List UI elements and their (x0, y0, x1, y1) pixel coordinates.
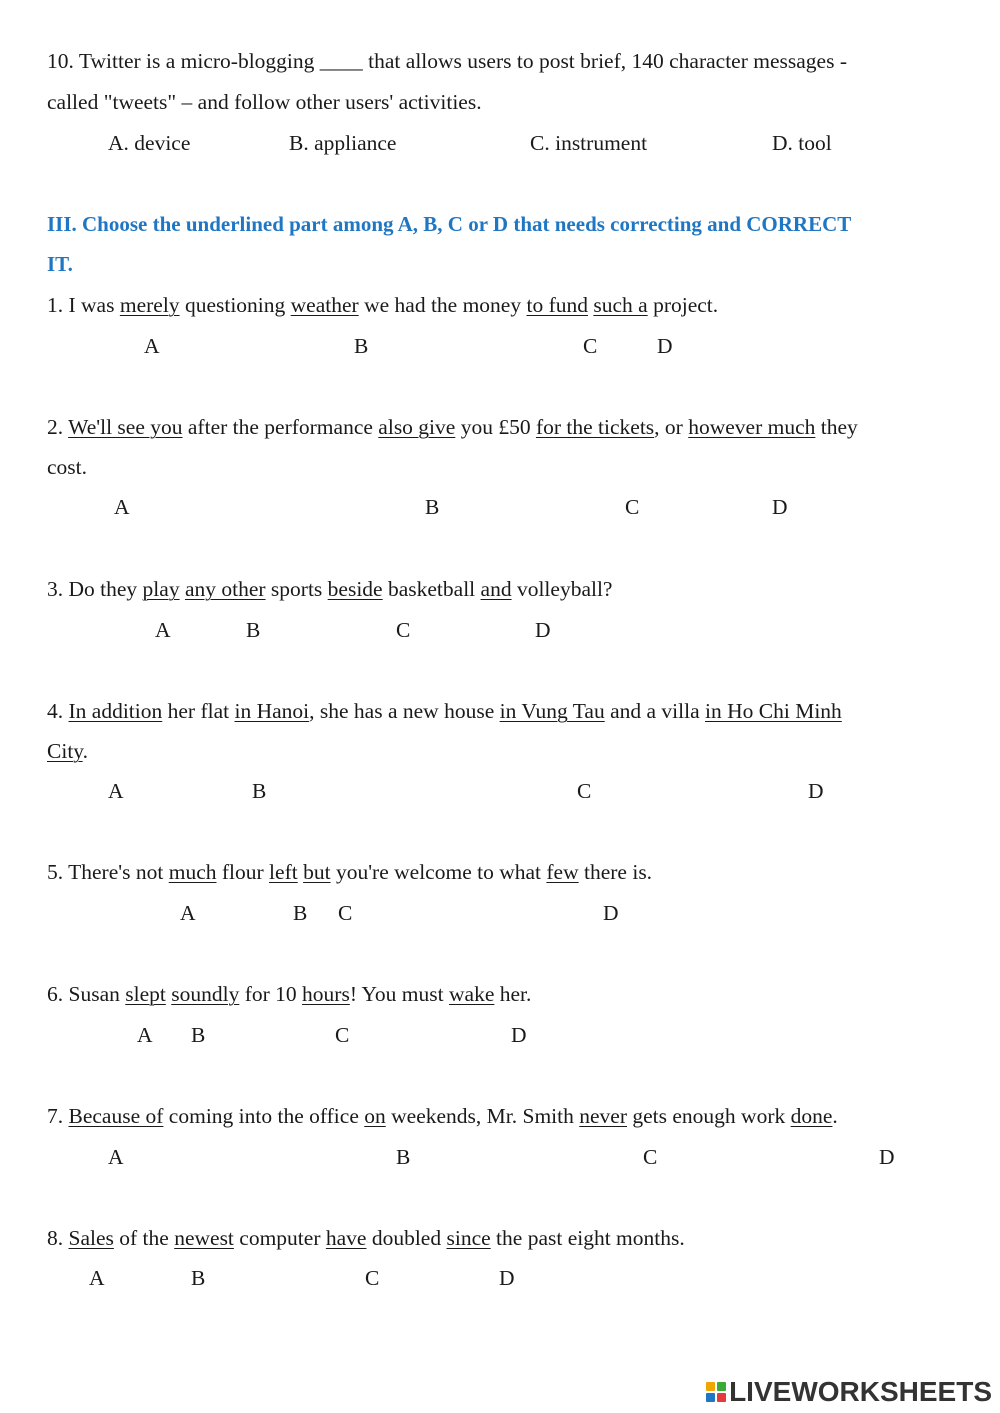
q4-sentence: 4. In addition her flat in Hanoi, she has a new house in Vung Tau and a villa in Ho Chi Minh (47, 699, 842, 723)
q1-part-b: weather (290, 293, 359, 317)
q2-part-b: also give (378, 415, 456, 439)
q7-letter-a: A (108, 1145, 124, 1169)
q8-letter-c: C (365, 1266, 380, 1290)
q8-letter-d: D (499, 1266, 515, 1290)
q7-letter-c: C (643, 1145, 658, 1169)
q1-part-d: such a (593, 293, 648, 317)
q3-letter-d: D (535, 618, 551, 642)
q7-part-b: on (364, 1104, 386, 1128)
q2-part-c: for the tickets (535, 415, 655, 439)
q4-letter-b: B (252, 779, 267, 803)
logo-square-1 (706, 1382, 715, 1391)
q5-part-d: few (546, 860, 579, 884)
q10-line1: 10. Twitter is a micro-blogging ____ that allows users to post brief, 140 character messages - (47, 49, 847, 73)
q5-part-b: left (269, 860, 298, 884)
q4-sentence-line2: City. (47, 739, 89, 763)
q3-sentence: 3. Do they play any other sports beside basketball and volleyball? (47, 577, 613, 601)
q1-letter-d: D (657, 334, 673, 358)
q1-letter-a: A (144, 334, 160, 358)
q5-letter-c: C (338, 901, 353, 925)
q6-part-a: slept (125, 982, 166, 1006)
q1-letter-b: B (354, 334, 369, 358)
q5-part-c: but (303, 860, 331, 884)
logo-text: LIVEWORKSHEETS (729, 1376, 992, 1407)
logo-mark-icon (706, 1382, 726, 1402)
q1-part-c: to fund (526, 293, 588, 317)
q5-letter-b: B (293, 901, 308, 925)
q3-part-d: and (480, 577, 512, 601)
q4-part-d-cont: City (47, 739, 83, 763)
q4-part-c: in Vung Tau (499, 699, 605, 723)
q1-part-a: merely (119, 293, 180, 317)
q10-line2: called "tweets" – and follow other users' activities. (47, 90, 482, 114)
q5-letter-d: D (603, 901, 619, 925)
q3-part-c: beside (327, 577, 383, 601)
q2-part-d: however much (688, 415, 816, 439)
q8-letter-a: A (89, 1266, 105, 1290)
q6-sentence: 6. Susan slept soundly for 10 hours! You must wake her. (47, 982, 532, 1006)
q1-sentence: 1. I was merely questioning weather we had the money to fund such a project. (47, 293, 719, 317)
q8-part-c: have (325, 1226, 367, 1250)
q4-letter-c: C (577, 779, 592, 803)
q2-letter-c: C (625, 495, 640, 519)
q7-part-a: Because of (68, 1104, 164, 1128)
q2-letter-d: D (772, 495, 788, 519)
q10-option-d[interactable]: D. tool (772, 131, 832, 155)
q8-letter-b: B (191, 1266, 206, 1290)
q7-sentence: 7. Because of coming into the office on weekends, Mr. Smith never gets enough work done. (47, 1104, 838, 1128)
q6-part-b: soundly (171, 982, 240, 1006)
logo-square-4 (717, 1393, 726, 1402)
q2-part-a: We'll see you (68, 415, 183, 439)
q3-part-b: any other (184, 577, 266, 601)
q3-letter-b: B (246, 618, 261, 642)
q8-part-d: since (446, 1226, 491, 1250)
q6-part-c: hours (302, 982, 350, 1006)
logo-square-3 (706, 1393, 715, 1402)
section-heading-line1: III. Choose the underlined part among A, B, C or D that needs correcting and CORRECT (47, 212, 852, 236)
q7-letter-d: D (879, 1145, 895, 1169)
q4-letter-d: D (808, 779, 824, 803)
q7-letter-b: B (396, 1145, 411, 1169)
q4-part-a: In addition (68, 699, 163, 723)
liveworksheets-logo[interactable] (706, 1375, 992, 1409)
q6-letter-c: C (335, 1023, 350, 1047)
q2-letter-a: A (114, 495, 130, 519)
q5-part-a: much (168, 860, 217, 884)
q2-sentence-line2: cost. (47, 455, 88, 479)
q5-sentence: 5. There's not much flour left but you're welcome to what few there is. (47, 860, 653, 884)
q6-part-d: wake (449, 982, 495, 1006)
q6-letter-a: A (137, 1023, 153, 1047)
q10-option-a[interactable]: A. device (108, 131, 191, 155)
q4-part-b: in Hanoi (234, 699, 310, 723)
q4-part-d: in Ho Chi Minh (705, 699, 842, 723)
q8-sentence: 8. Sales of the newest computer have doubled since the past eight months. (47, 1226, 685, 1250)
q8-part-b: newest (174, 1226, 234, 1250)
q10-option-c[interactable]: C. instrument (530, 131, 648, 155)
q2-sentence: 2. We'll see you after the performance also give you £50 for the tickets, or however much they (47, 415, 858, 439)
q6-letter-b: B (191, 1023, 206, 1047)
q4-letter-a: A (108, 779, 124, 803)
q5-letter-a: A (180, 901, 196, 925)
q7-part-d: done (790, 1104, 833, 1128)
q7-part-c: never (579, 1104, 627, 1128)
q10-option-b[interactable]: B. appliance (289, 131, 397, 155)
q6-letter-d: D (511, 1023, 527, 1047)
q3-letter-c: C (396, 618, 411, 642)
section-heading-line2: IT. (47, 252, 73, 276)
q3-part-a: play (142, 577, 180, 601)
q8-part-a: Sales (68, 1226, 114, 1250)
q2-letter-b: B (425, 495, 440, 519)
logo-square-2 (717, 1382, 726, 1391)
q3-letter-a: A (155, 618, 171, 642)
q1-letter-c: C (583, 334, 598, 358)
